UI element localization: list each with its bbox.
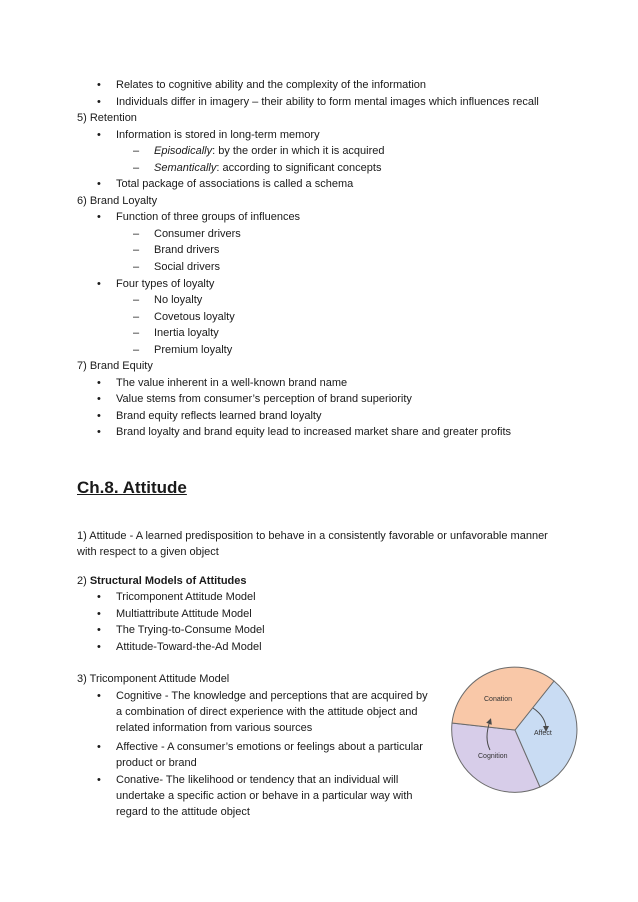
conative-description: Conative- The likelihood or tendency that an individual will undertake a specific action or behave in a particular way with regard to the attitude object [116, 774, 413, 818]
tricomponent-heading: 3) Tricomponent Attitude Model [77, 673, 230, 685]
bullet-marker [97, 277, 101, 291]
dash-marker [133, 293, 139, 307]
sub-list-item [154, 144, 385, 158]
chapter-title: Ch.8. Attitude [77, 478, 187, 497]
sub-list-item [154, 161, 381, 175]
cognitive-description: Cognitive - The knowledge and perceptions that are acquired by a combination of direct experience with the attitude object and related information from various sources [116, 690, 428, 734]
dash-marker [133, 310, 139, 324]
bullet-marker [97, 128, 101, 142]
sub-list-item: Consumer drivers [154, 228, 241, 240]
sub-list-item: Covetous loyalty [154, 311, 235, 323]
dash-marker [133, 343, 139, 357]
list-item: The Trying-to-Consume Model [116, 624, 265, 636]
term-semantically: Semantically [154, 162, 217, 174]
dash-marker [133, 260, 139, 274]
brand-loyalty-heading: 6) Brand Loyalty [77, 195, 158, 207]
affect-label: Affect [534, 730, 552, 737]
dash-marker [133, 243, 139, 257]
brand-equity-heading: 7) Brand Equity [77, 360, 153, 372]
retention-heading: 5) Retention [77, 112, 137, 124]
list-item: Individuals differ in imagery – their ability to form mental images which influences recall [116, 96, 539, 108]
list-item: Function of three groups of influences [116, 211, 301, 223]
affective-description: Affective - A consumer’s emotions or feelings about a particular product or brand [116, 741, 423, 769]
list-item: Tricomponent Attitude Model [116, 591, 256, 603]
bullet-marker [97, 177, 101, 191]
sub-list-item: No loyalty [154, 294, 203, 306]
bullet-marker [97, 78, 101, 92]
list-item: The value inherent in a well-known brand name [116, 377, 348, 389]
tricomponent-diagram [450, 665, 580, 795]
list-item: Information is stored in long-term memory [116, 129, 320, 141]
structural-models-heading [77, 574, 247, 588]
bullet-marker [97, 425, 101, 439]
bullet-marker [97, 392, 101, 406]
dash-marker [133, 161, 139, 175]
list-item: Total package of associations is called a schema [116, 178, 354, 190]
sub-list-item: Inertia loyalty [154, 327, 219, 339]
list-item: Value stems from consumer’s perception of brand superiority [116, 393, 412, 405]
bullet-marker [97, 740, 101, 754]
bullet-marker [97, 376, 101, 390]
list-item: Attitude-Toward-the-Ad Model [116, 641, 262, 653]
heading-bold-text: Structural Models of Attitudes [89, 575, 247, 587]
bullet-marker [97, 689, 101, 703]
term-description: : by the order in which it is acquired [212, 145, 385, 157]
bullet-marker [97, 590, 101, 604]
cognition-label: Cognition [478, 753, 508, 760]
dash-marker [133, 326, 139, 340]
sub-list-item: Brand drivers [154, 244, 220, 256]
bullet-marker [97, 607, 101, 621]
heading-prefix: 2) [77, 575, 90, 587]
sub-list-item: Social drivers [154, 261, 221, 273]
list-item: Four types of loyalty [116, 278, 215, 290]
dash-marker [133, 144, 139, 158]
sub-list-item: Premium loyalty [154, 344, 233, 356]
bullet-marker [97, 409, 101, 423]
bullet-marker [97, 773, 101, 787]
bullet-marker [97, 95, 101, 109]
bullet-marker [97, 210, 101, 224]
attitude-definition: 1) Attitude - A learned predisposition to behave in a consistently favorable or unfavorable manner with respect to a given object [77, 530, 548, 558]
list-item: Brand loyalty and brand equity lead to increased market share and greater profits [116, 426, 512, 438]
term-episodically: Episodically [154, 145, 213, 157]
bullet-marker [97, 623, 101, 637]
term-description: : according to significant concepts [216, 162, 382, 174]
conation-label: Conation [484, 696, 513, 703]
dash-marker [133, 227, 139, 241]
list-item: Brand equity reflects learned brand loyalty [116, 410, 322, 422]
bullet-marker [97, 640, 101, 654]
list-item: Relates to cognitive ability and the complexity of the information [116, 79, 426, 91]
list-item: Multiattribute Attitude Model [116, 608, 252, 620]
